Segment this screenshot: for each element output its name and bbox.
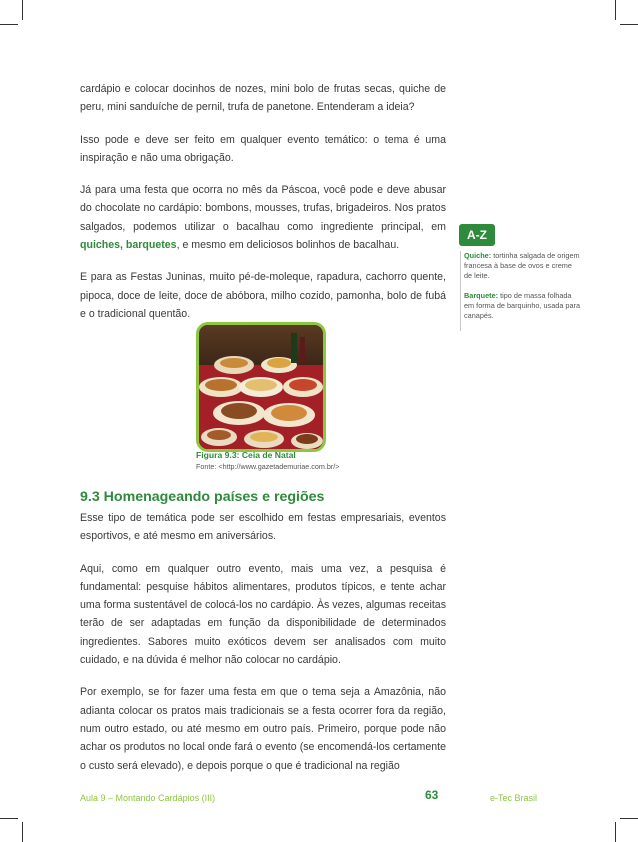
crop-mark (0, 818, 18, 819)
figure-source: Fonte: <http://www.gazetademuriae.com.br/> (196, 462, 340, 471)
paragraph: Isso pode e deve ser feito em qualquer evento temático: o tema é uma inspiração e não uma obrigação. (80, 133, 446, 164)
crop-mark (615, 0, 616, 20)
paragraph-text: , e mesmo em deliciosos bolinhos de bacalhau. (176, 239, 400, 252)
crop-mark (22, 822, 23, 842)
figure-caption (196, 450, 446, 472)
section-body (80, 509, 446, 789)
glossary-box (460, 251, 582, 331)
paragraph: cardápio e colocar docinhos de nozes, mini bolo de frutas secas, quiche de peru, mini sanduíche de pernil, trufa de panetone. Entenderam a ideia? (80, 83, 446, 114)
paragraph-text: Já para uma festa que ocorra no mês da Páscoa, você pode e deve abusar do chocolate no cardápio: bombons, mousses, trufas, brigadeiros. Nos pratos salgados, podemos utilizar o bacalhau como ingrediente principal, em (80, 184, 446, 233)
footer-brand: e-Tec Brasil (490, 793, 538, 803)
section-heading: 9.3 Homenageando países e regiões (80, 489, 325, 505)
paragraph: Esse tipo de temática pode ser escolhido em festas empresariais, eventos esportivos, e até mesmo em aniversários. (80, 512, 446, 543)
paragraph: Por exemplo, se for fazer uma festa em que o tema seja a Amazônia, não adianta colocar os pratos mais tradicionais se a festa ocorrer fora da região, num outro estado, ou até mesmo em outro país. Primeiro, porque pode não achar os produtos no local onde fará o evento (se encomendá-los certamente o custo será elevado), e depois porque o que é tradicional na região (80, 686, 446, 772)
glossary-definition: tortinha salgada de origem francesa à base de ovos e creme de leite. (464, 251, 580, 280)
footer-lesson-title: Aula 9 – Montando Cardápios (III) (80, 793, 216, 803)
paragraph: Aqui, como em qualquer outro evento, mais uma vez, a pesquisa é fundamental: pesquise hábitos alimentares, produtos típicos, e tente achar uma forma sustentável de colocá-los no cardápio. Às vezes, algumas receitas terão de ser adaptadas em função da disponibilidade de determinados ingredientes. Sabores muito exóticos devem ser analisados com muito cuidado, e na dúvida é melhor não colocar no cardápio. (80, 562, 446, 667)
figure-title: Figura 9.3: Ceia de Natal (196, 450, 296, 460)
glossary-term: Quiche: (464, 251, 492, 260)
crop-mark (615, 822, 616, 842)
paragraph (80, 181, 446, 254)
glossary-term-link: quiches, barquetes (80, 239, 177, 252)
page-number: 63 (425, 788, 439, 802)
crop-mark (22, 0, 23, 20)
glossary-entry (464, 291, 582, 321)
body-text (80, 80, 446, 337)
crop-mark (620, 24, 638, 25)
figure-image (196, 322, 326, 452)
glossary-definition: tipo de massa folhada em forma de barquinho, usada para canapés. (464, 291, 581, 320)
crop-mark (0, 24, 18, 25)
christmas-dinner-photo (199, 325, 323, 449)
glossary-term: Barquete: (464, 291, 499, 300)
glossary-badge: A-Z (459, 224, 495, 246)
crop-mark (620, 818, 638, 819)
paragraph: E para as Festas Juninas, muito pé-de-moleque, rapadura, cachorro quente, pipoca, doce de leite, doce de abóbora, milho cozido, pamonha, bolo de fubá e o tradicional quentão. (80, 271, 446, 320)
glossary-entry (464, 251, 582, 281)
